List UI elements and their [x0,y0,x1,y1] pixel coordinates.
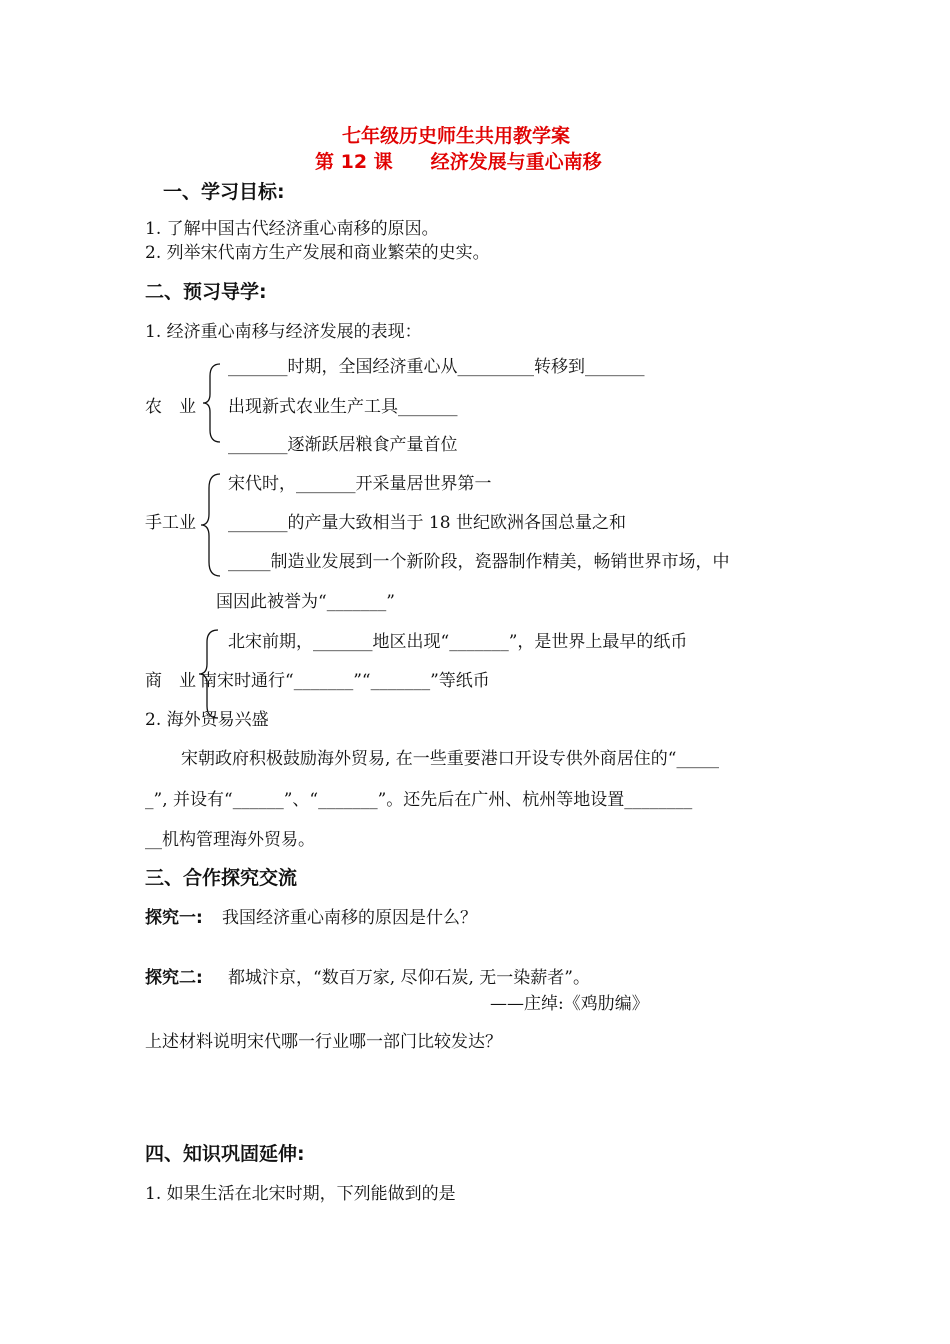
section-heading-objectives: 一、学习目标: [163,181,285,203]
trade-line-2: _”, 并设有“______”、“_______”。还先后在广州、杭州等地设置________ [145,790,693,810]
preview-question-2: 2. 海外贸易兴盛 [145,710,269,730]
commerce-label: 商 业 [145,671,196,691]
explore-2-label: 探究二: [145,968,203,988]
section-heading-preview: 二、预习导学: [145,281,267,303]
document-title: 七年级历史师生共用教学案 [342,125,571,147]
explore-2-question: 上述材料说明宋代哪一行业哪一部门比较发达？ [145,1032,502,1052]
preview-question-1: 1. 经济重心南移与经济发展的表现： [145,322,422,342]
explore-2-text: 都城汴京，“数百万家, 尽仰石炭, 无一染薪者”。 [228,968,590,988]
handicraft-label: 手工业 [145,513,196,533]
commerce-line-1: 北宋前期，_______地区出现“_______”，是世界上最早的纸币 [228,632,688,652]
explore-2-source: ——庄绰:《鸡肋编》 [490,994,649,1014]
lesson-title: 第 12 课 经济发展与重心南移 [315,151,602,173]
section-heading-explore: 三、合作探究交流 [145,867,298,889]
explore-1-text: 我国经济重心南移的原因是什么？ [222,908,477,928]
objective-1: 1. 了解中国古代经济重心南移的原因。 [145,219,439,239]
trade-line-1: 宋朝政府积极鼓励海外贸易, 在一些重要港口开设专供外商居住的“_____ [181,749,719,769]
consolidate-question-1: 1. 如果生活在北宋时期，下列能做到的是 [145,1184,456,1204]
agriculture-line-1: _______时期，全国经济重心从_________转移到_______ [228,357,645,377]
commerce-line-2: 南宋时通行“_______”“_______”等纸币 [200,671,490,691]
handicraft-line-4: 国因此被誉为“_______” [216,592,395,612]
agriculture-line-3: _______逐渐跃居粮食产量首位 [228,435,458,455]
objective-2: 2. 列举宋代南方生产发展和商业繁荣的史实。 [145,243,490,263]
handicraft-line-2: _______的产量大致相当于 18 世纪欧洲各国总量之和 [228,513,626,533]
agriculture-line-2: 出现新式农业生产工具_______ [228,397,458,417]
agriculture-label: 农 业 [145,397,196,417]
handicraft-brace [198,472,224,578]
handicraft-line-1: 宋代时，_______开采量居世界第一 [228,474,492,494]
section-heading-consolidate: 四、知识巩固延伸: [145,1143,305,1165]
agriculture-brace [200,362,224,444]
explore-1-label: 探究一: [145,908,203,928]
trade-line-3: __机构管理海外贸易。 [145,830,315,850]
handicraft-line-3: _____制造业发展到一个新阶段，瓷器制作精美，畅销世界市场，中 [228,552,730,572]
